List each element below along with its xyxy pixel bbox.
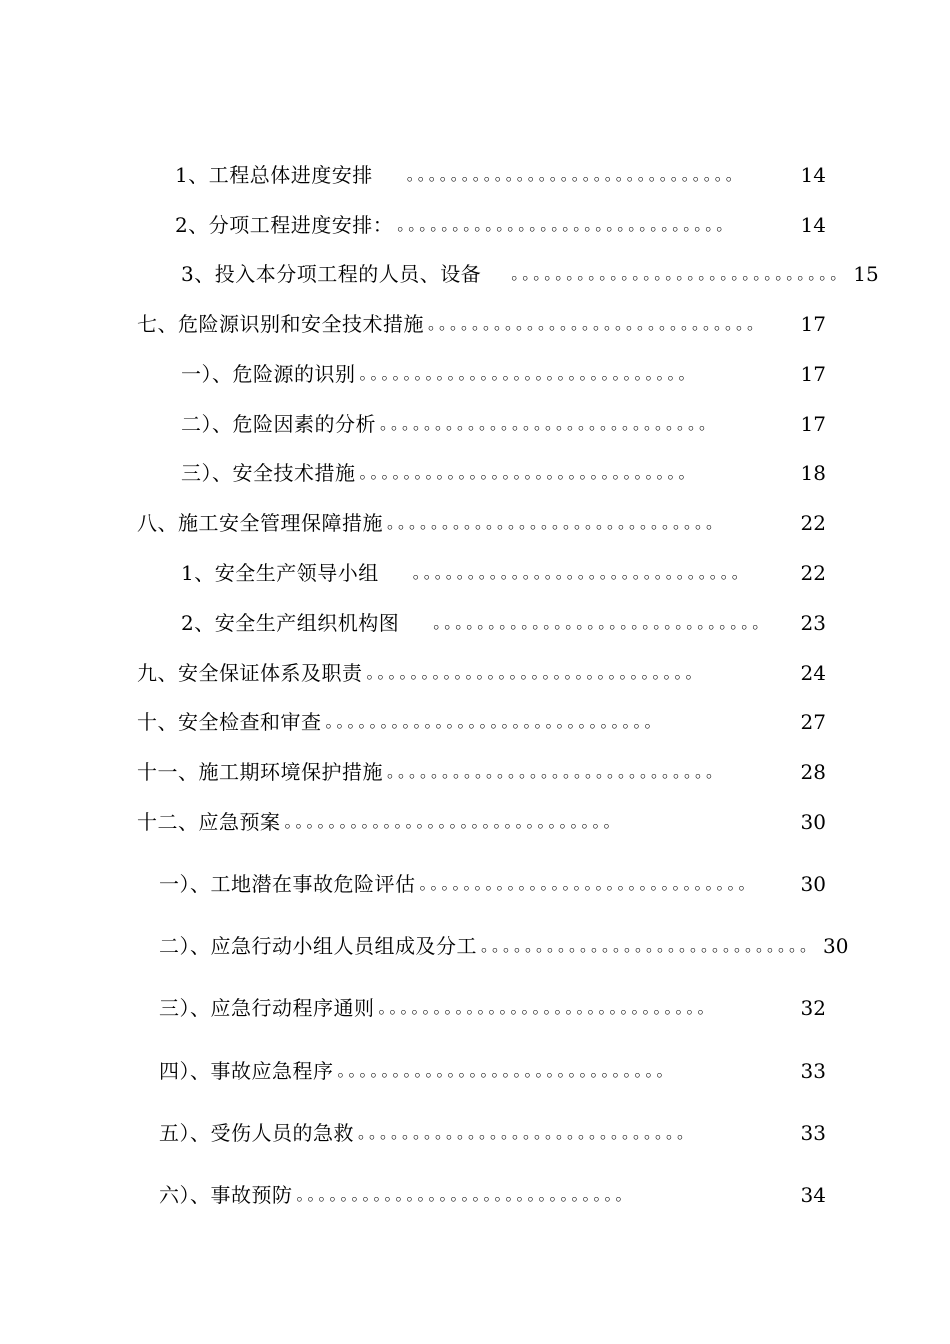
- toc-entry-title: 三）、应急行动程序通则: [159, 996, 375, 1020]
- toc-entry: [181, 409, 826, 439]
- toc-entry: [159, 931, 849, 961]
- toc-entry-title: 二）、应急行动小组人员组成及分工: [159, 934, 477, 958]
- toc-entry: [159, 1118, 826, 1148]
- toc-entry-title: 2、安全生产组织机构图: [181, 611, 400, 635]
- toc-dot-leader: 。。。。。。。。。。。。。。。。。。。。。。。。。。。。。。: [397, 215, 736, 234]
- toc-entry-page: 30: [823, 934, 849, 958]
- toc-entry-page: 15: [853, 262, 879, 286]
- toc-dot-leader: 。。。。。。。。。。。。。。。。。。。。。。。。。。。。。。: [284, 812, 623, 831]
- toc-dot-leader: 。。。。。。。。。。。。。。。。。。。。。。。。。。。。。。: [419, 874, 758, 893]
- toc-entry-title: 八、施工安全管理保障措施: [137, 511, 383, 535]
- toc-entry-title: 十二、应急预案: [137, 810, 281, 834]
- toc-entry: [181, 558, 826, 588]
- toc-entry-title: 2、分项工程进度安排：: [175, 213, 394, 237]
- toc-entry: [137, 658, 826, 688]
- toc-entry-page: 34: [800, 1183, 826, 1207]
- toc-entry-page: 33: [800, 1121, 826, 1145]
- toc-entry: [181, 608, 826, 638]
- toc-entry: [175, 210, 826, 240]
- toc-entry-title: 一）、危险源的识别: [181, 362, 356, 386]
- toc-entry-page: 32: [800, 996, 826, 1020]
- toc-entry-title: 七、危险源识别和安全技术措施: [137, 312, 424, 336]
- toc-dot-leader: 。。。。。。。。。。。。。。。。。。。。。。。。。。。。。。: [433, 613, 772, 632]
- toc-entry-title: 九、安全保证体系及职责: [137, 661, 363, 685]
- toc-entry-page: 22: [800, 561, 826, 585]
- toc-dot-leader: 。。。。。。。。。。。。。。。。。。。。。。。。。。。。。。: [511, 264, 850, 283]
- toc-dot-leader: 。。。。。。。。。。。。。。。。。。。。。。。。。。。。。。: [337, 1061, 676, 1080]
- toc-entry-title: 六）、事故预防: [159, 1183, 293, 1207]
- toc-dot-leader: 。。。。。。。。。。。。。。。。。。。。。。。。。。。。。。: [412, 563, 751, 582]
- toc-dot-leader: 。。。。。。。。。。。。。。。。。。。。。。。。。。。。。。: [296, 1185, 635, 1204]
- toc-entry-title: 1、工程总体进度安排: [175, 163, 373, 187]
- toc-entry-title: 十一、施工期环境保护措施: [137, 760, 383, 784]
- toc-entry: [137, 807, 826, 837]
- toc-entry-page: 17: [800, 312, 826, 336]
- toc-entry-title: 二）、危险因素的分析: [181, 412, 376, 436]
- toc-entry: [175, 160, 826, 190]
- toc-entry-page: 14: [800, 213, 826, 237]
- toc-dot-leader: 。。。。。。。。。。。。。。。。。。。。。。。。。。。。。。: [378, 998, 717, 1017]
- toc-dot-leader: 。。。。。。。。。。。。。。。。。。。。。。。。。。。。。。: [366, 663, 705, 682]
- toc-dot-leader: 。。。。。。。。。。。。。。。。。。。。。。。。。。。。。。: [358, 1123, 697, 1142]
- toc-dot-leader: 。。。。。。。。。。。。。。。。。。。。。。。。。。。。。。: [428, 314, 767, 333]
- toc-dot-leader: 。。。。。。。。。。。。。。。。。。。。。。。。。。。。。。: [359, 463, 698, 482]
- toc-entry-title: 3、投入本分项工程的人员、设备: [181, 262, 482, 286]
- toc-entry: [137, 757, 826, 787]
- toc-dot-leader: 。。。。。。。。。。。。。。。。。。。。。。。。。。。。。。: [359, 364, 698, 383]
- toc-entry-page: 22: [800, 511, 826, 535]
- toc-entry: [137, 508, 826, 538]
- toc-entry-title: 五）、受伤人员的急救: [159, 1121, 354, 1145]
- toc-entry: [159, 1056, 826, 1086]
- toc-entry-page: 28: [800, 760, 826, 784]
- toc-entry: [159, 869, 826, 899]
- toc-entry-title: 1、安全生产领导小组: [181, 561, 379, 585]
- toc-entry-page: 33: [800, 1059, 826, 1083]
- toc-entry-page: 30: [800, 810, 826, 834]
- toc-entry-page: 17: [800, 362, 826, 386]
- toc-dot-leader: 。。。。。。。。。。。。。。。。。。。。。。。。。。。。。。: [387, 513, 726, 532]
- toc-dot-leader: 。。。。。。。。。。。。。。。。。。。。。。。。。。。。。。: [387, 762, 726, 781]
- toc-entry-page: 17: [800, 412, 826, 436]
- toc-entry: [137, 309, 826, 339]
- toc-entry-page: 23: [800, 611, 826, 635]
- toc-dot-leader: 。。。。。。。。。。。。。。。。。。。。。。。。。。。。。。: [406, 165, 745, 184]
- toc-entry: [181, 259, 879, 289]
- toc-entry-page: 24: [800, 661, 826, 685]
- toc-entry-title: 三）、安全技术措施: [181, 461, 356, 485]
- toc-entry-page: 18: [800, 461, 826, 485]
- toc-entry-page: 27: [800, 710, 826, 734]
- toc-entry-title: 四）、事故应急程序: [159, 1059, 334, 1083]
- toc-dot-leader: 。。。。。。。。。。。。。。。。。。。。。。。。。。。。。。: [380, 414, 719, 433]
- toc-dot-leader: 。。。。。。。。。。。。。。。。。。。。。。。。。。。。。。: [481, 936, 820, 955]
- toc-entry-page: 30: [800, 872, 826, 896]
- toc-entry-page: 14: [800, 163, 826, 187]
- toc-entry-title: 一）、工地潜在事故危险评估: [159, 872, 416, 896]
- toc-entry: [181, 359, 826, 389]
- toc-entry: [181, 458, 826, 488]
- toc-entry-title: 十、安全检查和审查: [137, 710, 322, 734]
- toc-entry: [159, 993, 826, 1023]
- toc-entry: [159, 1180, 826, 1210]
- toc-dot-leader: 。。。。。。。。。。。。。。。。。。。。。。。。。。。。。。: [325, 712, 664, 731]
- toc-entry: [137, 707, 826, 737]
